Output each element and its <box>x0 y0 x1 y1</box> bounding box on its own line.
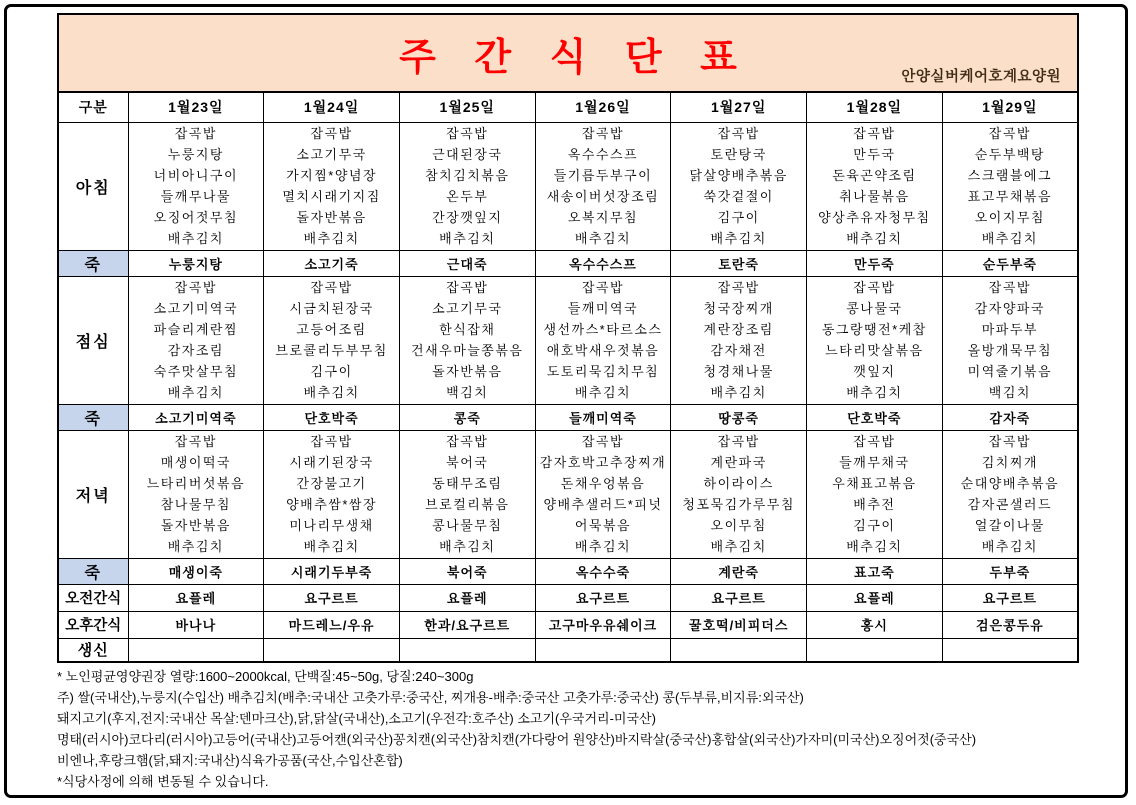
menu-item: 올방개묵무침 <box>967 343 1053 358</box>
menu-item: 잡곡밥 <box>853 280 896 295</box>
menu-item: 배추전 <box>853 497 896 512</box>
value-cell: 토란죽 <box>671 250 807 276</box>
menu-item: 시금치된장국 <box>289 301 374 316</box>
value-cell: 시래기두부죽 <box>264 558 400 584</box>
menu-item: 숙주맛살무침 <box>153 364 239 379</box>
value-cell: 요플레 <box>128 584 264 611</box>
value-cell: 요구르트 <box>264 584 400 611</box>
date-header: 1월29일 <box>942 92 1078 122</box>
value-cell: 꿀호떡/비피더스 <box>671 611 807 638</box>
footer-note: 명태(러시아)코다리(러시아)고등어(국내산)고등어캔(외국산)꽁치캔(외국산)참치캔(가다랑어 원양산)바지락살(중국산)홍합살(외국산)가자미(미국산)오징어젓(중국산) <box>57 732 977 747</box>
value-cell: 감자죽 <box>942 404 1078 430</box>
menu-item: 감자조림 <box>167 343 224 358</box>
menu-item: 청국장찌개 <box>703 301 774 316</box>
menu-item: 너비아니구이 <box>153 168 239 183</box>
value-cell: 홍시 <box>807 611 943 638</box>
menu-item: 청포묵김가루무침 <box>682 497 795 512</box>
menu-item: 감자양파국 <box>974 301 1045 316</box>
value-cell: 소고기죽 <box>264 250 400 276</box>
menu-item: 배추김치 <box>846 385 903 400</box>
menu-item: 잡곡밥 <box>717 434 760 449</box>
table-row-birthday <box>58 638 1078 662</box>
menu-item: 김치찌개 <box>981 455 1038 470</box>
menu-item: 동그랑땡전*케찹 <box>821 322 927 337</box>
value-cell <box>399 638 535 662</box>
menu-item: 돈육곤약조림 <box>832 168 917 183</box>
menu-item: 잡곡밥 <box>446 280 489 295</box>
date-header: 1월28일 <box>807 92 943 122</box>
menu-item: 새송이버섯장조림 <box>546 189 660 204</box>
meal-cell <box>128 122 264 250</box>
value-cell: 단호박죽 <box>264 404 400 430</box>
table-row-porridge <box>58 250 1078 276</box>
menu-item: 고등어조림 <box>296 322 367 337</box>
value-cell: 들깨미역죽 <box>535 404 671 430</box>
meal-cell <box>535 430 671 558</box>
menu-item: 배추김치 <box>574 385 632 400</box>
menu-item: 쑥갓겉절이 <box>703 189 774 204</box>
value-cell: 옥수수스프 <box>535 250 671 276</box>
menu-item: 옥수수스프 <box>567 147 639 162</box>
value-cell: 소고기미역죽 <box>128 404 264 430</box>
value-cell <box>807 638 943 662</box>
value-cell: 단호박죽 <box>807 404 943 430</box>
menu-item: 참치김치볶음 <box>425 168 510 183</box>
meal-cell <box>671 430 807 558</box>
menu-item: 김구이 <box>853 518 896 533</box>
menu-item: 배추김치 <box>439 231 496 246</box>
menu-item: 만두국 <box>853 147 896 162</box>
row-label: 오전간식 <box>58 584 128 611</box>
value-cell: 옥수수죽 <box>535 558 671 584</box>
menu-item: 생선까스*타르소스 <box>543 322 663 337</box>
menu-item: 잡곡밥 <box>988 434 1031 449</box>
value-cell: 요플레 <box>399 584 535 611</box>
menu-item: 들깨무나물 <box>160 189 231 204</box>
menu-item: 잡곡밥 <box>310 126 353 141</box>
menu-table <box>57 91 1079 663</box>
footer-note: *식당사정에 의해 변동될 수 있습니다. <box>57 774 269 789</box>
menu-item: 북어국 <box>446 455 489 470</box>
menu-item: 오복지무침 <box>567 210 639 225</box>
row-label: 저녁 <box>58 430 128 558</box>
menu-item: 배추김치 <box>574 539 632 554</box>
date-header: 1월25일 <box>399 92 535 122</box>
menu-item: 들기름두부구이 <box>553 168 653 183</box>
corner-header: 구분 <box>58 92 128 122</box>
meal-cell <box>807 430 943 558</box>
meal-cell <box>399 276 535 404</box>
value-cell <box>128 638 264 662</box>
menu-item: 미나리무생채 <box>289 518 374 533</box>
menu-item: 돌자반볶음 <box>296 210 367 225</box>
menu-item: 잡곡밥 <box>853 126 896 141</box>
value-cell: 매생이죽 <box>128 558 264 584</box>
menu-item: 콩나물국 <box>846 301 903 316</box>
menu-item: 토란탕국 <box>710 147 767 162</box>
footer-note: 비엔나,후랑크햄(닭,돼지:국내산)식육가공품(국산,수입산혼합) <box>57 753 403 768</box>
header-row <box>58 92 1078 122</box>
value-cell: 요구르트 <box>535 584 671 611</box>
menu-item: 감자콘샐러드 <box>967 497 1053 512</box>
menu-item: 양배추샐러드*피넛 <box>543 497 663 512</box>
date-header: 1월26일 <box>535 92 671 122</box>
date-header: 1월23일 <box>128 92 264 122</box>
value-cell: 검은콩두유 <box>942 611 1078 638</box>
menu-item: 배추김치 <box>981 231 1038 246</box>
menu-item: 얼갈이나물 <box>974 518 1045 533</box>
menu-item: 배추김치 <box>439 539 496 554</box>
meal-cell <box>128 276 264 404</box>
menu-item: 잡곡밥 <box>717 280 760 295</box>
table-row-porridge <box>58 558 1078 584</box>
table-row-snack <box>58 584 1078 611</box>
menu-item: 근대된장국 <box>432 147 503 162</box>
date-header: 1월24일 <box>264 92 400 122</box>
value-cell: 북어죽 <box>399 558 535 584</box>
menu-item: 잡곡밥 <box>581 280 625 295</box>
menu-item: 닭살양배추볶음 <box>689 168 788 183</box>
menu-item: 배추김치 <box>846 231 903 246</box>
menu-item: 돌자반볶음 <box>160 518 231 533</box>
menu-item: 청경채나물 <box>703 364 774 379</box>
meal-cell <box>128 430 264 558</box>
value-cell: 표고죽 <box>807 558 943 584</box>
menu-item: 도토리묵김치무침 <box>546 364 660 379</box>
menu-item: 백김치 <box>446 385 489 400</box>
menu-item: 양상추유자청무침 <box>818 210 931 225</box>
date-header: 1월27일 <box>671 92 807 122</box>
menu-item: 잡곡밥 <box>310 280 353 295</box>
menu-item: 계란장조림 <box>703 322 774 337</box>
menu-item: 배추김치 <box>167 539 224 554</box>
menu-item: 배추김치 <box>303 539 360 554</box>
menu-item: 참나물무침 <box>160 497 231 512</box>
menu-item: 잡곡밥 <box>988 280 1031 295</box>
menu-item: 한식잡채 <box>439 322 496 337</box>
value-cell: 누룽지탕 <box>128 250 264 276</box>
menu-item: 배추김치 <box>303 385 360 400</box>
meal-cell <box>535 276 671 404</box>
menu-item: 가지찜*양념장 <box>286 168 378 183</box>
menu-item: 감자호박고추장찌개 <box>539 455 667 470</box>
menu-item: 백김치 <box>988 385 1031 400</box>
menu-item: 배추김치 <box>710 231 767 246</box>
menu-item: 잡곡밥 <box>174 126 217 141</box>
row-label: 죽 <box>58 404 128 430</box>
menu-item: 잡곡밥 <box>988 126 1031 141</box>
menu-item: 잡곡밥 <box>174 434 217 449</box>
menu-item: 감자채전 <box>710 343 767 358</box>
menu-item: 양배추쌈*쌈장 <box>286 497 378 512</box>
title-block <box>57 13 1079 93</box>
menu-item: 멸치시래기지짐 <box>282 189 381 204</box>
menu-item: 김구이 <box>310 364 353 379</box>
menu-item: 간장깻잎지 <box>432 210 503 225</box>
table-row-meal <box>58 276 1078 404</box>
meal-cell <box>264 430 400 558</box>
menu-item: 스크램블에그 <box>967 168 1053 183</box>
menu-item: 돈채우엉볶음 <box>560 476 646 491</box>
menu-item: 간장불고기 <box>296 476 367 491</box>
meal-cell <box>399 122 535 250</box>
menu-item: 애호박새우젓볶음 <box>546 343 660 358</box>
value-cell <box>671 638 807 662</box>
value-cell: 콩죽 <box>399 404 535 430</box>
row-label: 아침 <box>58 122 128 250</box>
row-label: 죽 <box>58 558 128 584</box>
menu-item: 소고기무국 <box>296 147 367 162</box>
meal-cell <box>264 276 400 404</box>
menu-item: 콩나물무침 <box>432 518 503 533</box>
facility-name: 안양실버케어호계요양원 <box>901 69 1061 85</box>
menu-item: 돌자반볶음 <box>432 364 503 379</box>
value-cell: 요구르트 <box>671 584 807 611</box>
menu-item: 온두부 <box>446 189 489 204</box>
meal-cell <box>942 430 1078 558</box>
menu-item: 하이라이스 <box>703 476 774 491</box>
meal-cell <box>942 122 1078 250</box>
value-cell <box>942 638 1078 662</box>
menu-item: 잡곡밥 <box>174 280 217 295</box>
row-label: 생신 <box>58 638 128 662</box>
menu-item: 배추김치 <box>710 385 767 400</box>
value-cell: 두부죽 <box>942 558 1078 584</box>
meal-cell <box>807 122 943 250</box>
menu-item: 배추김치 <box>981 539 1038 554</box>
menu-item: 브로컬리볶음 <box>425 497 510 512</box>
value-cell: 순두부죽 <box>942 250 1078 276</box>
menu-item: 느타리버섯볶음 <box>146 476 246 491</box>
menu-item: 우채표고볶음 <box>832 476 917 491</box>
meal-cell <box>942 276 1078 404</box>
menu-item: 깻잎지 <box>853 364 896 379</box>
menu-body <box>58 122 1078 662</box>
menu-item: 동태무조림 <box>432 476 503 491</box>
page-frame <box>4 4 1128 798</box>
menu-item: 미역줄기볶음 <box>967 364 1053 379</box>
value-cell: 마드레느/우유 <box>264 611 400 638</box>
value-cell: 요구르트 <box>942 584 1078 611</box>
table-row-meal <box>58 430 1078 558</box>
menu-item: 오이무침 <box>710 518 767 533</box>
menu-item: 배추김치 <box>303 231 360 246</box>
value-cell: 땅콩죽 <box>671 404 807 430</box>
menu-item: 순대양배추볶음 <box>960 476 1060 491</box>
menu-item: 배추김치 <box>167 385 224 400</box>
menu-item: 배추김치 <box>846 539 903 554</box>
menu-item: 들깨미역국 <box>567 301 639 316</box>
menu-item: 계란파국 <box>710 455 767 470</box>
table-row-meal <box>58 122 1078 250</box>
page-title: 주 간 식 단 표 <box>399 37 751 79</box>
row-label: 점심 <box>58 276 128 404</box>
value-cell: 만두죽 <box>807 250 943 276</box>
menu-item: 잡곡밥 <box>581 126 625 141</box>
menu-item: 마파두부 <box>981 322 1038 337</box>
meal-cell <box>399 430 535 558</box>
value-cell: 한과/요구르트 <box>399 611 535 638</box>
menu-item: 취나물볶음 <box>839 189 910 204</box>
menu-item: 잡곡밥 <box>446 434 489 449</box>
footer-note: * 노인평균영양권장 열량:1600~2000kcal, 단백질:45~50g, 당질:240~300g <box>57 669 474 684</box>
menu-item: 느타리맛살볶음 <box>825 343 924 358</box>
menu-item: 브로콜리두부무침 <box>275 343 388 358</box>
menu-item: 표고무채볶음 <box>967 189 1053 204</box>
menu-item: 오이지무침 <box>974 210 1045 225</box>
value-cell <box>535 638 671 662</box>
meal-cell <box>264 122 400 250</box>
menu-item: 배추김치 <box>167 231 224 246</box>
table-row-porridge <box>58 404 1078 430</box>
meal-cell <box>535 122 671 250</box>
menu-item: 소고기무국 <box>432 301 503 316</box>
menu-item: 소고기미역국 <box>153 301 239 316</box>
menu-item: 잡곡밥 <box>581 434 625 449</box>
menu-item: 오징어젓무침 <box>153 210 239 225</box>
menu-item: 누룽지탕 <box>167 147 224 162</box>
table-row-snack <box>58 611 1078 638</box>
menu-item: 시래기된장국 <box>289 455 374 470</box>
value-cell <box>264 638 400 662</box>
menu-item: 잡곡밥 <box>310 434 353 449</box>
menu-item: 배추김치 <box>710 539 767 554</box>
menu-item: 매생이떡국 <box>160 455 231 470</box>
meal-cell <box>671 122 807 250</box>
menu-item: 어묵볶음 <box>574 518 632 533</box>
menu-item: 순두부백탕 <box>974 147 1045 162</box>
menu-item: 김구이 <box>717 210 760 225</box>
value-cell: 계란죽 <box>671 558 807 584</box>
row-label: 죽 <box>58 250 128 276</box>
meal-cell <box>671 276 807 404</box>
menu-item: 잡곡밥 <box>853 434 896 449</box>
value-cell: 요플레 <box>807 584 943 611</box>
menu-item: 배추김치 <box>574 231 632 246</box>
footer-note: 주) 쌀(국내산),누룽지(수입산) 배추김치(배추:국내산 고춧가루:중국산, 찌개용-배추:중국산 고춧가루:중국산) 콩(두부류,비지류:외국산) <box>57 690 804 705</box>
value-cell: 근대죽 <box>399 250 535 276</box>
menu-item: 들깨무채국 <box>839 455 910 470</box>
menu-sheet <box>57 13 1079 663</box>
value-cell: 바나나 <box>128 611 264 638</box>
row-label: 오후간식 <box>58 611 128 638</box>
footer-notes <box>57 666 1123 792</box>
meal-cell <box>807 276 943 404</box>
menu-item: 파슬리계란찜 <box>153 322 239 337</box>
menu-item: 잡곡밥 <box>717 126 760 141</box>
menu-item: 잡곡밥 <box>446 126 489 141</box>
value-cell: 고구마우유쉐이크 <box>535 611 671 638</box>
menu-item: 건새우마늘쫑볶음 <box>411 343 524 358</box>
footer-note: 돼지고기(후지,전지:국내산 목살:덴마크산),닭,닭살(국내산),소고기(우전각:호주산) 소고기(우국거리-미국산) <box>57 711 656 726</box>
